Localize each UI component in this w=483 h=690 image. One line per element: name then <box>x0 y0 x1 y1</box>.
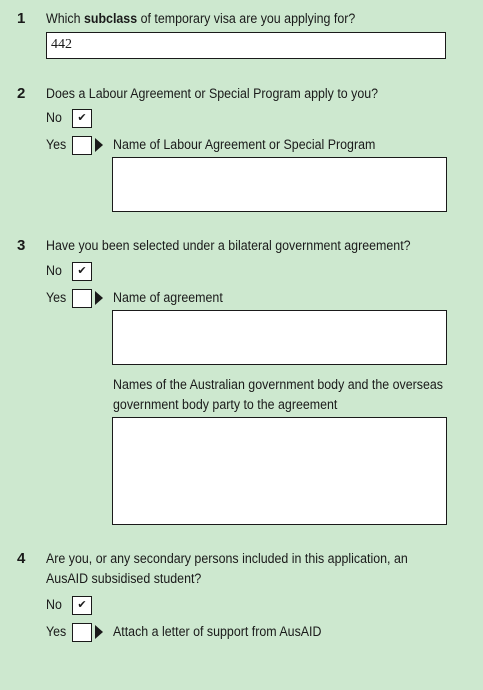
agreement-name-field[interactable] <box>112 310 447 365</box>
q2-yes-checkbox[interactable] <box>72 136 92 155</box>
question-1-text <box>46 9 355 28</box>
question-4-number: 4 <box>17 550 26 567</box>
q2-no-checkbox[interactable]: ✔ <box>72 109 92 128</box>
arrow-right-icon <box>95 138 103 152</box>
government-bodies-label-line2: government body party to the agreement <box>113 397 338 412</box>
subclass-field[interactable] <box>46 32 446 59</box>
q3-yes-label: Yes <box>46 290 67 305</box>
arrow-right-icon <box>95 625 103 639</box>
question-4-text-line2: AusAID subsidised student? <box>46 571 202 586</box>
q2-yes-label: Yes <box>46 137 67 152</box>
question-2-text: Does a Labour Agreement or Special Program apply to you? <box>46 86 379 101</box>
q4-yes-label: Yes <box>46 624 67 639</box>
q3-no-label: No <box>46 263 62 278</box>
labour-agreement-name-field[interactable] <box>112 157 447 212</box>
subclass-value: 442 <box>51 37 72 52</box>
q2-yes-field-label: Name of Labour Agreement or Special Program <box>113 137 376 152</box>
q4-yes-note: Attach a letter of support from AusAID <box>113 624 322 639</box>
arrow-right-icon <box>95 291 103 305</box>
q4-no-label: No <box>46 597 62 612</box>
q3-no-checkbox[interactable]: ✔ <box>72 262 92 281</box>
q3-yes-field-label: Name of agreement <box>113 290 223 305</box>
question-1-text-bold: subclass <box>83 11 138 26</box>
q2-no-label: No <box>46 110 62 125</box>
question-4-text-line1: Are you, or any secondary persons included in this application, an <box>46 551 408 566</box>
q4-no-checkbox[interactable]: ✔ <box>72 596 92 615</box>
q3-yes-checkbox[interactable] <box>72 289 92 308</box>
question-1-text-before: Which <box>46 11 84 26</box>
q4-yes-checkbox[interactable] <box>72 623 92 642</box>
government-bodies-field[interactable] <box>112 417 447 525</box>
question-1-number: 1 <box>17 10 26 27</box>
question-3-number: 3 <box>17 237 26 254</box>
question-1-text-after: of temporary visa are you applying for? <box>137 11 356 26</box>
question-2-number: 2 <box>17 85 26 102</box>
government-bodies-label-line1: Names of the Australian government body and the overseas <box>113 377 444 392</box>
question-3-text: Have you been selected under a bilateral government agreement? <box>46 238 411 253</box>
